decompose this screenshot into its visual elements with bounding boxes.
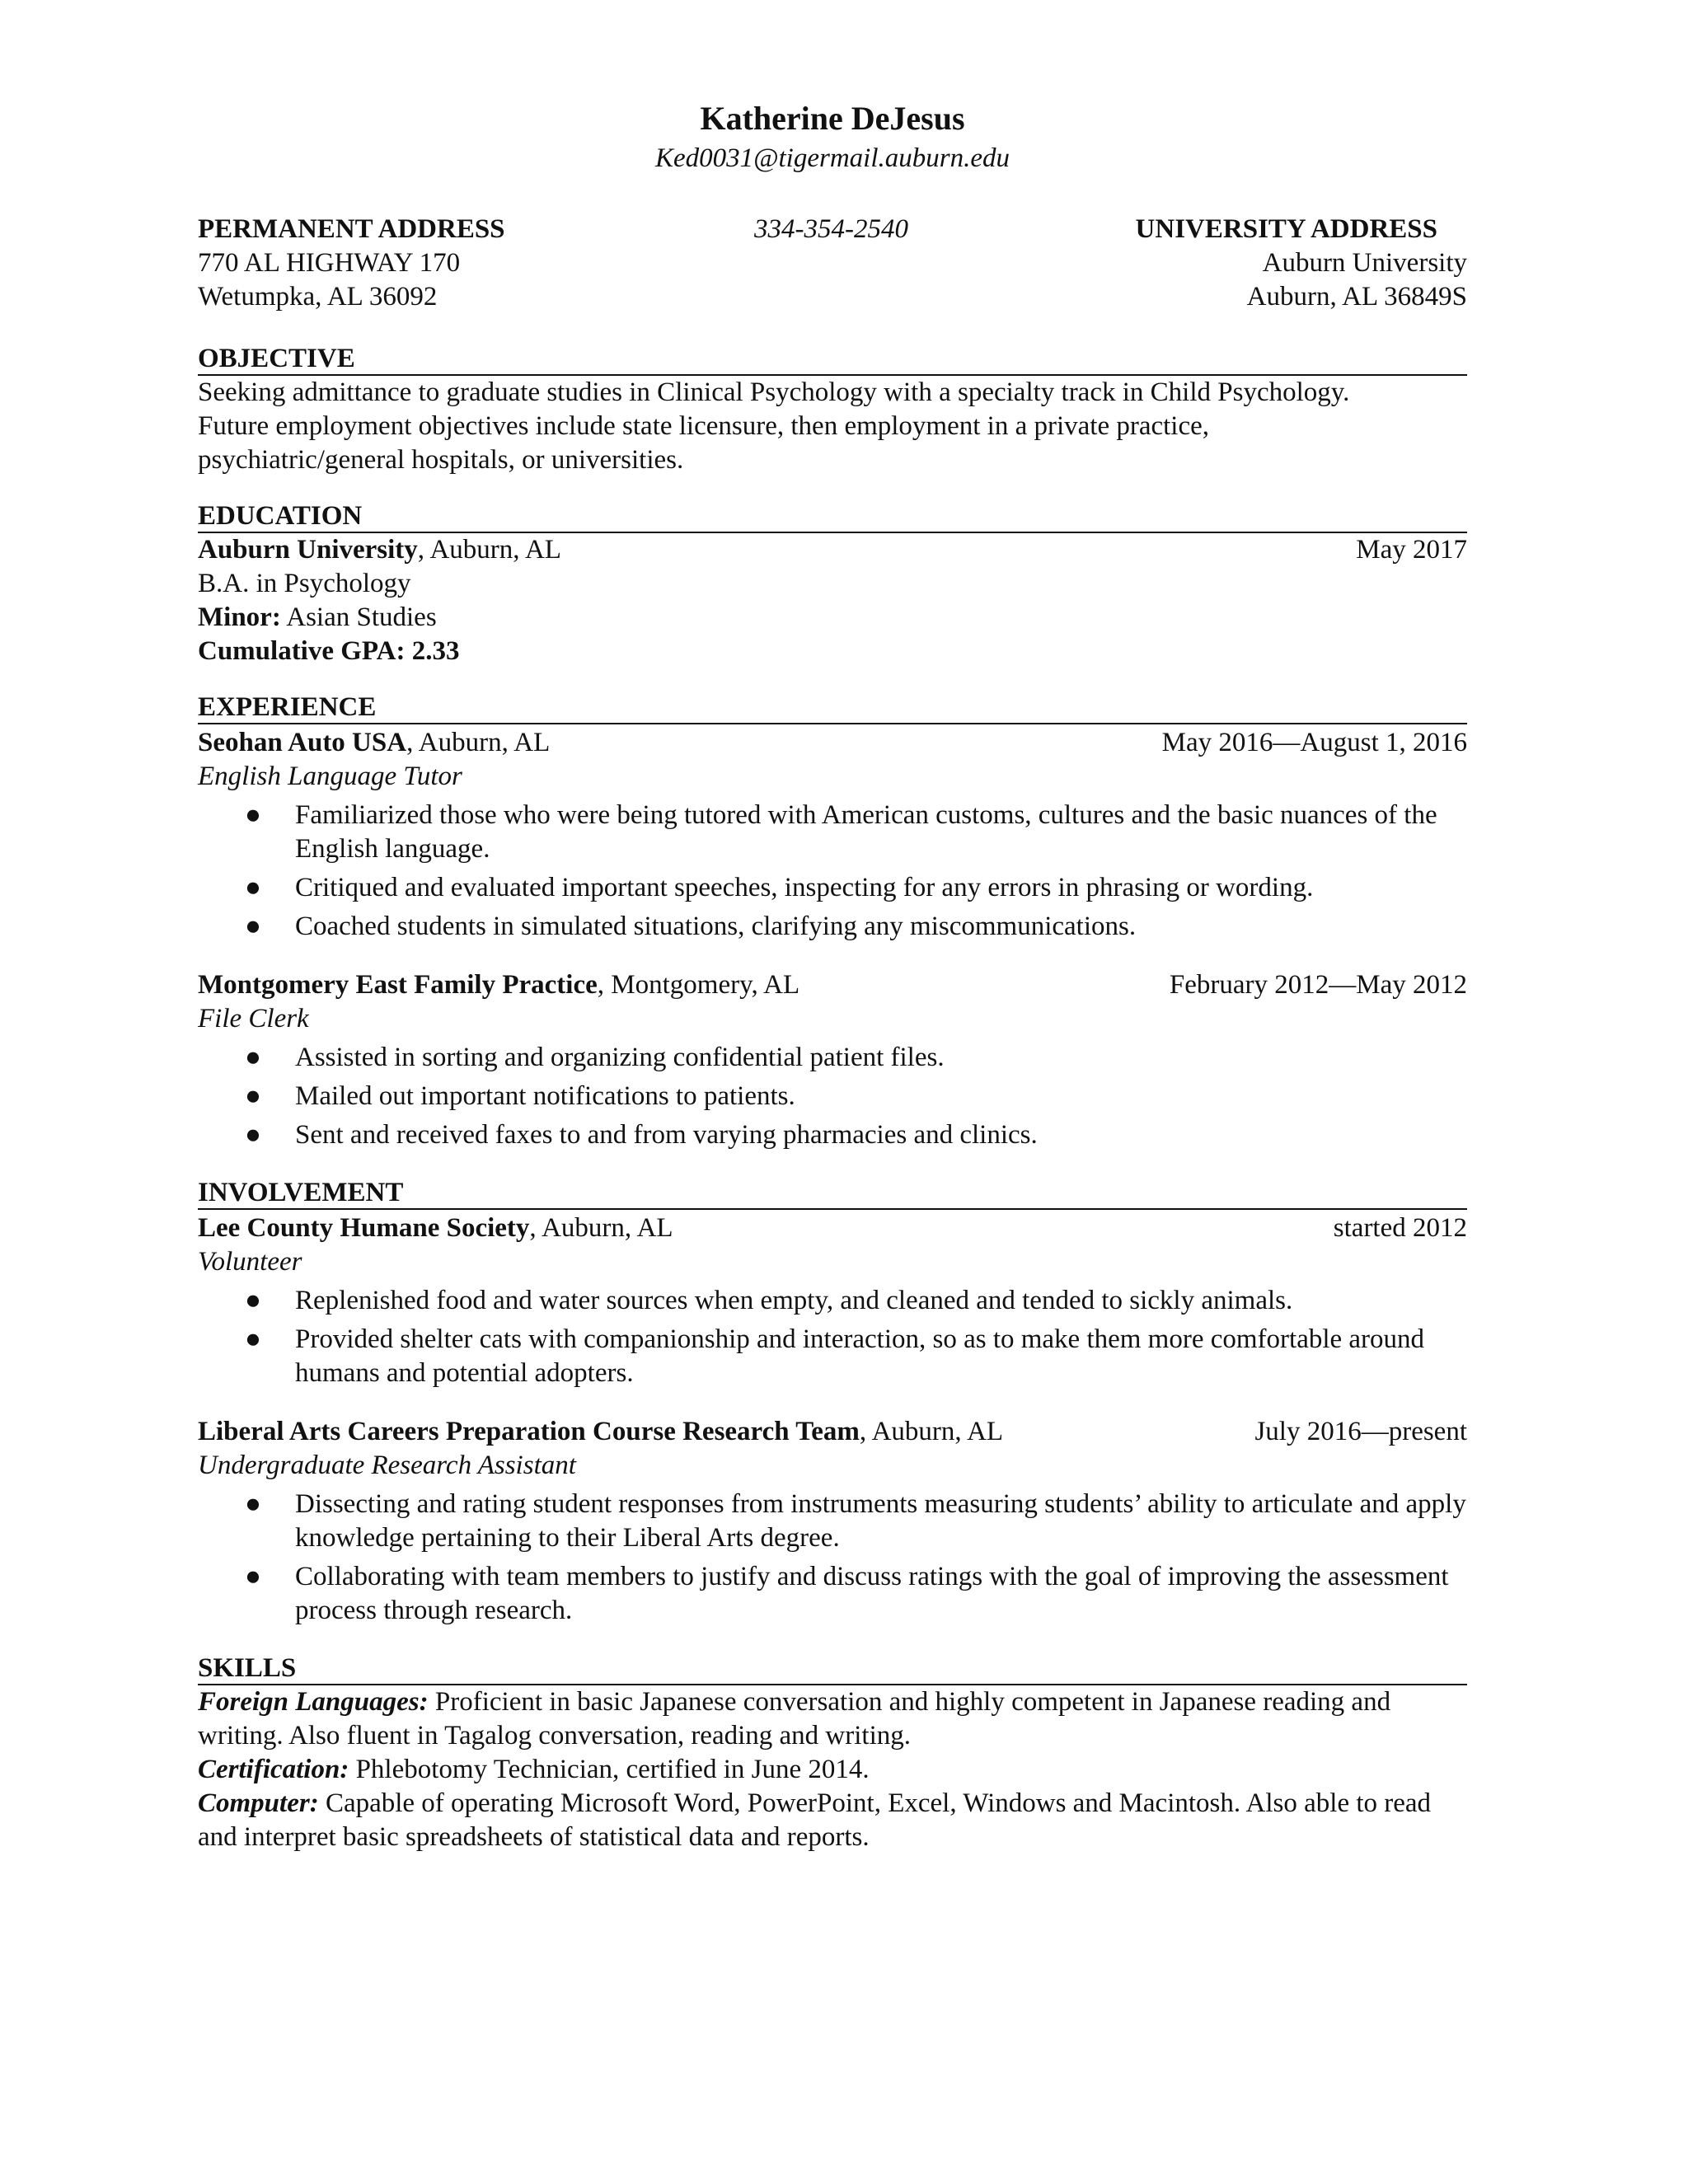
list-item: ● Replenished food and water sources when empty, and cleaned and tended to sickly animals.: [198, 1284, 1467, 1318]
minor: [198, 601, 1467, 635]
permanent-address-line2: Wetumpka, AL 36092: [198, 282, 438, 312]
entry-bullets: [198, 1284, 1467, 1390]
involvement-entry: [198, 1415, 1467, 1628]
skills-section: [198, 1652, 1467, 1854]
skill-foreign-languages: Foreign Languages: Proficient in basic Japanese conversation and highly competent in Japanese reading and writing. Also fluent in Tagalog conversation, reading and writing.: [198, 1687, 1391, 1750]
resume-page: [198, 97, 1467, 1854]
list-item: ● Assisted in sorting and organizing confidential patient files.: [198, 1041, 1467, 1075]
entry-role: File Clerk: [198, 1004, 309, 1033]
entry-org: Seohan Auto USA: [198, 728, 407, 757]
gpa: Cumulative GPA: 2.33: [198, 636, 460, 666]
skill-label: Computer:: [198, 1788, 319, 1818]
minor-value: Asian Studies: [280, 602, 437, 632]
entry-role: Undergraduate Research Assistant: [198, 1451, 576, 1480]
bullet-icon: ●: [245, 1081, 261, 1111]
resume-name: Katherine DeJesus: [700, 100, 965, 137]
bullet-icon: ●: [245, 1120, 261, 1150]
degree: B.A. in Psychology: [198, 569, 411, 598]
university-address-line2: Auburn, AL 36849S: [1246, 282, 1467, 312]
entry-date: February 2012—May 2012: [1169, 970, 1467, 1000]
entry-header-row: [198, 1415, 1467, 1449]
entry-header-row: [198, 726, 1467, 760]
university-address-line1: Auburn University: [1262, 248, 1467, 278]
education-header-row: [198, 533, 1467, 567]
experience-entry: [198, 726, 1467, 944]
entry-location: , Auburn, AL: [529, 1213, 673, 1243]
experience-entry: [198, 968, 1467, 1152]
objective-line: Future employment objectives include state licensure, then employment in a private practice,: [198, 411, 1210, 441]
permanent-address-heading: PERMANENT ADDRESS: [198, 214, 505, 244]
experience-section: [198, 691, 1467, 1152]
minor-label: Minor:: [198, 602, 281, 632]
skill-label: Foreign Languages:: [198, 1687, 429, 1717]
bullet-icon: ●: [245, 873, 261, 902]
list-item: ● Familiarized those who were being tutored with American customs, cultures and the basic nuances of the English language.: [245, 800, 1437, 864]
entry-org: Montgomery East Family Practice: [198, 970, 598, 1000]
bullet-icon: ●: [245, 1562, 261, 1591]
list-item: ● Provided shelter cats with companionship and interaction, so as to make them more comfortable around humans and potential adopters.: [245, 1324, 1425, 1388]
phone-number: 334-354-2540: [754, 214, 908, 244]
list-item: ● Mailed out important notifications to patients.: [198, 1080, 1467, 1113]
education-section: [198, 500, 1467, 668]
bullet-icon: ●: [245, 1324, 261, 1354]
entry-bullets: [198, 1041, 1467, 1152]
entry-location: , Montgomery, AL: [597, 970, 800, 1000]
objective-section: [198, 343, 1467, 477]
entry-date: July 2016—present: [1254, 1417, 1467, 1446]
entry-role: English Language Tutor: [198, 762, 462, 791]
school-location: , Auburn, AL: [417, 535, 561, 565]
list-item: ● Dissecting and rating student responses from instruments measuring students’ ability to articulate and apply knowledge pertaining to their Liberal Arts degree.: [245, 1489, 1466, 1553]
permanent-address-line1: 770 AL HIGHWAY 170: [198, 248, 461, 278]
entry-org: Lee County Humane Society: [198, 1213, 530, 1243]
objective-line: Seeking admittance to graduate studies in Clinical Psychology with a specialty track in Child Psychology.: [198, 377, 1350, 407]
entry-date: started 2012: [1333, 1213, 1467, 1243]
bullet-icon: ●: [245, 1043, 261, 1072]
involvement-entry: [198, 1212, 1467, 1390]
entry-bullets: [198, 1488, 1467, 1628]
list-item: ● Critiqued and evaluated important speeches, inspecting for any errors in phrasing or wording.: [198, 871, 1467, 905]
entry-location: , Auburn, AL: [859, 1417, 1004, 1446]
list-item: ● Coached students in simulated situations, clarifying any miscommunications.: [198, 910, 1467, 944]
skill-label: Certification:: [198, 1755, 349, 1784]
entry-org: Liberal Arts Careers Preparation Course Research Team: [198, 1417, 860, 1446]
skill-computer: Computer: Capable of operating Microsoft Word, PowerPoint, Excel, Windows and Macintosh. Also able to read and interpret basic spreadsheets of statistical data and reports.: [198, 1788, 1432, 1852]
permanent-address: [198, 213, 505, 314]
experience-title: EXPERIENCE: [198, 691, 1467, 724]
entry-role: Volunteer: [198, 1247, 302, 1277]
list-item: ● Sent and received faxes to and from varying pharmacies and clinics.: [198, 1118, 1467, 1152]
school-name: Auburn University: [198, 535, 418, 565]
entry-header-row: [198, 1212, 1467, 1245]
entry-location: , Auburn, AL: [406, 728, 551, 757]
skills-title: SKILLS: [198, 1652, 1467, 1685]
skill-certification: Certification: Phlebotomy Technician, certified in June 2014.: [198, 1755, 870, 1784]
entry-bullets: [198, 799, 1467, 944]
education-title: EDUCATION: [198, 500, 1467, 533]
bullet-icon: ●: [245, 800, 261, 830]
bullet-icon: ●: [245, 1489, 261, 1519]
university-address-heading: UNIVERSITY ADDRESS: [1135, 214, 1437, 244]
entry-header-row: [198, 968, 1467, 1002]
university-address: [1136, 213, 1467, 314]
contact-block: [198, 213, 1467, 320]
entry-date: May 2016—August 1, 2016: [1161, 728, 1467, 757]
resume-email[interactable]: Ked0031@tigermail.auburn.edu: [655, 143, 1010, 173]
education-date: May 2017: [1356, 535, 1467, 565]
list-item: ● Collaborating with team members to justify and discuss ratings with the goal of improving the assessment process through research.: [245, 1562, 1449, 1625]
involvement-title: INVOLVEMENT: [198, 1177, 1467, 1210]
objective-line: psychiatric/general hospitals, or universities.: [198, 445, 684, 475]
bullet-icon: ●: [245, 912, 261, 941]
objective-title: OBJECTIVE: [198, 343, 1467, 376]
bullet-icon: ●: [245, 1286, 261, 1315]
involvement-section: [198, 1177, 1467, 1628]
